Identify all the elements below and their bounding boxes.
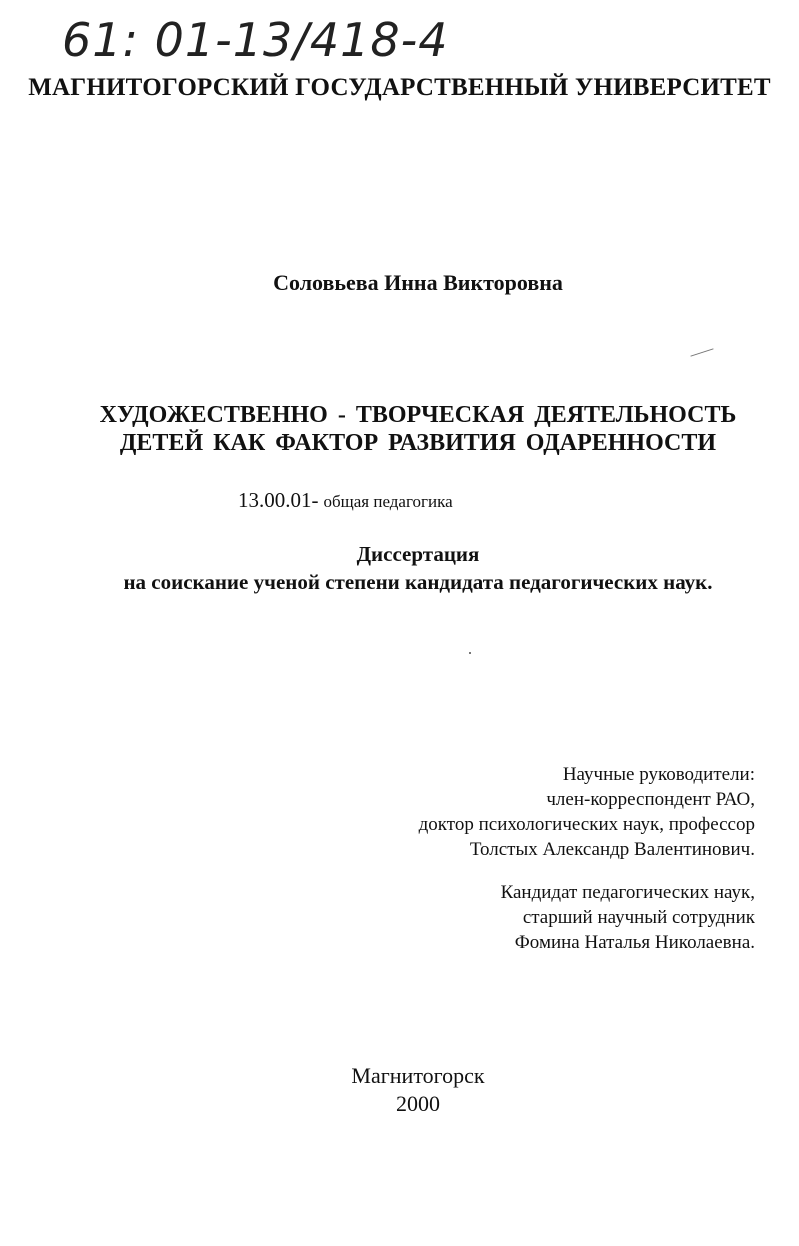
advisor-1-line-3: Толстых Александр Валентинович. (469, 839, 755, 860)
advisor-2-line-3: Фомина Наталья Николаевна. (514, 932, 755, 953)
handwritten-number-text: 61: 01-13/418-4 (62, 13, 449, 67)
scan-speck (469, 652, 471, 654)
city: Магнитогорск (351, 1063, 485, 1088)
work-type: Диссертация (356, 542, 480, 566)
specialty (238, 488, 453, 513)
second-advisor-block (501, 880, 755, 955)
specialty-code: 13.00.01- (238, 488, 319, 512)
thesis-title-line-1: ХУДОЖЕСТВЕННО - ТВОРЧЕСКАЯ ДЕЯТЕЛЬНОСТЬ (99, 402, 737, 428)
author-name: Соловьева Инна Викторовна (273, 270, 563, 295)
advisor-1-line-2: доктор психологических наук, профессор (418, 814, 755, 835)
advisor-1-line-1: член-корреспондент РАО, (546, 789, 755, 810)
advisors-block (419, 762, 755, 862)
scan-speck (690, 348, 713, 356)
university-name: МАГНИТОГОРСКИЙ ГОСУДАРСТВЕННЫЙ УНИВЕРСИТЕТ (28, 74, 771, 101)
advisors-heading: Научные руководители: (562, 764, 755, 785)
year: 2000 (396, 1091, 440, 1116)
thesis-title-line-2: ДЕТЕЙ КАК ФАКТОР РАЗВИТИЯ ОДАРЕННОСТИ (119, 430, 717, 456)
advisor-2-line-1: Кандидат педагогических наук, (500, 882, 755, 903)
specialty-name: общая педагогика (323, 492, 453, 511)
advisor-2-line-2: старший научный сотрудник (522, 907, 755, 928)
handwritten-registration-number (62, 0, 492, 80)
degree-statement: на соискание ученой степени кандидата педагогических наук. (123, 570, 713, 594)
